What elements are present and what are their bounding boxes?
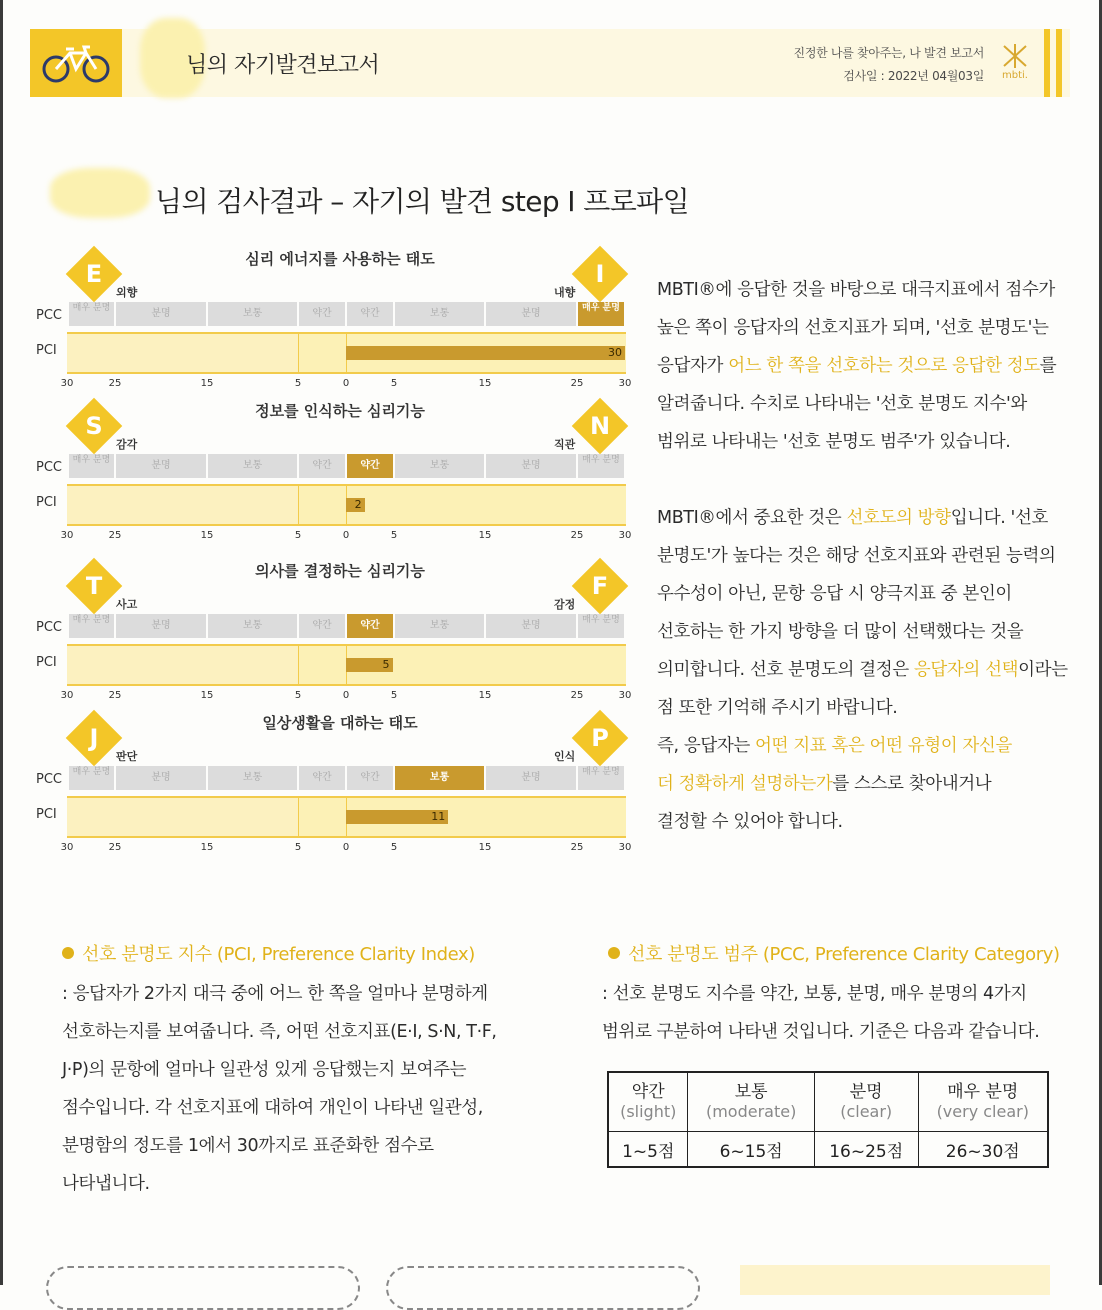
axis-tick-label: 5	[390, 842, 398, 853]
header-stripe-2	[1056, 29, 1062, 97]
section-title: 님의 검사결과 – 자기의 발견 step Ⅰ 프로파일	[155, 185, 690, 218]
pcc-category-cell: 매우 분명	[69, 614, 114, 638]
axis-tick-label: 30	[60, 378, 74, 389]
pcc-category-cell: 매우 분명	[578, 454, 624, 478]
axis-tick-label: 30	[60, 690, 74, 701]
bottom-yellow-box	[740, 1265, 1050, 1295]
dichotomy-title: 정보를 인식하는 심리기능	[255, 402, 425, 420]
table-cell: 26~30점	[918, 1132, 1048, 1168]
pcc-row-label: PCC	[36, 772, 62, 787]
pci-score-bar: 30	[346, 346, 625, 360]
axis-tick-label: 15	[478, 842, 492, 853]
pcc-category-cell: 분명	[486, 766, 576, 790]
explanation-line: 알려줍니다. 수치로 나타내는 '선호 분명도 지수'와	[657, 394, 1027, 414]
bicycle-icon	[40, 43, 112, 83]
pcc-category-cell: 매우 분명	[578, 302, 624, 326]
explanation-line: 더 정확하게 설명하는가를 스스로 찾아내거나	[657, 774, 992, 794]
axis-tick-label: 5	[294, 690, 302, 701]
pcc-row-label: PCC	[36, 460, 62, 475]
table-cell: 분명 (clear)	[814, 1072, 918, 1132]
axis-tick-label: 15	[478, 530, 492, 541]
bottom-dashed-box	[46, 1266, 360, 1310]
axis-tick-label: 30	[618, 842, 632, 853]
pci-score-bar: 5	[346, 658, 393, 672]
pcc-category-cell: 보통	[395, 454, 484, 478]
pcc-category-cell: 분명	[486, 302, 576, 326]
axis-tick-label: 25	[570, 690, 584, 701]
bottom-dashed-box	[386, 1266, 700, 1310]
pcc-category-cell: 약간	[347, 302, 393, 326]
pcc-category-cell: 보통	[208, 614, 297, 638]
pcc-category-cell: 매우 분명	[69, 302, 114, 326]
explanation-line: MBTI®에서 중요한 것은 선호도의 방향입니다. '선호	[657, 508, 1048, 528]
axis-tick-label: 15	[478, 378, 492, 389]
axis-tick-label: 5	[390, 378, 398, 389]
left-pole-label: 외향	[116, 286, 138, 299]
explanation-line: 의미합니다. 선호 분명도의 결정은 응답자의 선택이라는	[657, 660, 1068, 680]
axis-tick-label: 30	[618, 690, 632, 701]
mbti-brand-text: mbti.	[1002, 70, 1028, 81]
axis-tick-label: 0	[342, 842, 350, 853]
explanation-line: 점 또한 기억해 주시기 바랍니다.	[657, 698, 898, 718]
axis-tick-label: 25	[570, 378, 584, 389]
dichotomy-block	[30, 552, 642, 702]
bullet-dot-icon	[608, 947, 620, 959]
pci-heading: 선호 분명도 지수 (PCI, Preference Clarity Index)	[62, 940, 475, 966]
left-pole-label: 감각	[116, 438, 138, 451]
right-pole-letter: I	[595, 260, 605, 288]
mbti-brand-mark	[1000, 44, 1030, 86]
axis-tick-label: 30	[60, 842, 74, 853]
axis-tick-label: 15	[200, 690, 214, 701]
dichotomy-block	[30, 240, 642, 390]
dichotomy-title: 일상생활을 대하는 태도	[262, 714, 418, 732]
table-cell: 16~25점	[814, 1132, 918, 1168]
axis-tick-label: 25	[108, 378, 122, 389]
pci-row-label: PCI	[36, 807, 57, 822]
highlight-text: 선호도의 방향	[846, 508, 951, 528]
pci-text-line: 점수입니다. 각 선호지표에 대하여 개인이 나타낸 일관성,	[62, 1098, 483, 1118]
pci-segment	[67, 334, 347, 372]
pcc-category-cell: 매우 분명	[578, 766, 624, 790]
table-cell: 1~5점	[608, 1132, 688, 1168]
pcc-heading: 선호 분명도 범주 (PCC, Preference Clarity Category)	[608, 940, 1060, 966]
dichotomy-title: 심리 에너지를 사용하는 태도	[245, 250, 435, 268]
dichotomy-title: 의사를 결정하는 심리기능	[255, 562, 425, 580]
left-frame-border	[0, 0, 3, 1285]
axis-tick-label: 30	[618, 530, 632, 541]
pci-row-label: PCI	[36, 655, 57, 670]
report-tagline: 진정한 나를 찾아주는, 나 발견 보고서	[793, 46, 984, 60]
pcc-category-cell: 분명	[116, 454, 206, 478]
pcc-category-cell: 분명	[486, 614, 576, 638]
explanation-line: 우수성이 아닌, 문항 응답 시 양극지표 중 본인이	[657, 584, 1012, 604]
pcc-category-cell: 보통	[208, 454, 297, 478]
pci-text-line: 나타냅니다.	[62, 1174, 150, 1194]
dichotomy-block	[30, 392, 642, 542]
right-pole-label: 직관	[554, 438, 576, 451]
explanation-line: 응답자가 어느 한 쪽을 선호하는 것으로 응답한 정도를	[657, 356, 1057, 376]
left-pole-letter: J	[89, 724, 99, 752]
redacted-name-title	[50, 168, 150, 218]
axis-tick-label: 5	[294, 842, 302, 853]
axis-tick-label: 25	[108, 842, 122, 853]
right-pole-letter: N	[589, 412, 611, 440]
pcc-category-cell: 약간	[299, 614, 345, 638]
explanation-line: 높은 쪽이 응답자의 선호지표가 되며, '선호 분명도'는	[657, 318, 1049, 338]
axis-tick-label: 30	[618, 378, 632, 389]
report-title: 님의 자기발견보고서	[186, 53, 380, 78]
bicycle-logo	[30, 29, 122, 97]
axis-tick-label: 5	[390, 690, 398, 701]
table-cell: 약간 (slight)	[608, 1072, 688, 1132]
axis-tick-label: 25	[108, 530, 122, 541]
right-pole-letter: F	[591, 572, 609, 600]
pcc-category-cell: 매우 분명	[578, 614, 624, 638]
pcc-category-cell: 보통	[208, 766, 297, 790]
axis-tick-label: 5	[294, 378, 302, 389]
pcc-category-cell: 분명	[116, 614, 206, 638]
explanation-line: 선호하는 한 가지 방향을 더 많이 선택했다는 것을	[657, 622, 1024, 642]
axis-tick-label: 15	[478, 690, 492, 701]
explanation-line: MBTI®에 응답한 것을 바탕으로 대극지표에서 점수가	[657, 280, 1055, 300]
axis-tick-label: 0	[342, 690, 350, 701]
left-pole-letter: T	[85, 572, 103, 600]
pcc-category-cell: 약간	[299, 454, 345, 478]
pcc-text-line: : 선호 분명도 지수를 약간, 보통, 분명, 매우 분명의 4가지	[602, 984, 1027, 1004]
axis-tick-label: 5	[390, 530, 398, 541]
pcc-category-cell: 매우 분명	[69, 766, 114, 790]
explanation-line: 결정할 수 있어야 합니다.	[657, 812, 843, 832]
pcc-category-cell: 보통	[395, 302, 484, 326]
right-pole-letter: P	[591, 724, 609, 752]
axis-tick-label: 25	[570, 530, 584, 541]
pci-segment	[67, 798, 347, 836]
pcc-row-label: PCC	[36, 308, 62, 323]
pci-text-line: 선호하는지를 보여줍니다. 즉, 어떤 선호지표(E·I, S·N, T·F,	[62, 1022, 497, 1042]
pcc-category-cell: 약간	[299, 302, 345, 326]
table-cell: 매우 분명 (very clear)	[918, 1072, 1048, 1132]
left-pole-letter: S	[85, 412, 103, 440]
axis-tick-label: 15	[200, 842, 214, 853]
right-pole-label: 인식	[554, 750, 576, 763]
pcc-category-cell: 분명	[116, 766, 206, 790]
table-row	[608, 1132, 1048, 1168]
axis-tick-label: 5	[294, 530, 302, 541]
pcc-category-cell: 약간	[347, 454, 393, 478]
header-stripe-1	[1044, 29, 1050, 97]
right-pole-label: 내향	[554, 286, 576, 299]
pcc-category-cell: 약간	[347, 614, 393, 638]
pci-text-line: J·P)의 문항에 얼마나 일관성 있게 응답했는지 보여주는	[62, 1060, 467, 1080]
pci-score-bar: 11	[346, 810, 448, 824]
axis-tick-label: 15	[200, 530, 214, 541]
bullet-dot-icon	[62, 947, 74, 959]
table-cell: 보통 (moderate)	[688, 1072, 814, 1132]
axis-tick-label: 0	[342, 378, 350, 389]
axis-tick-label: 0	[342, 530, 350, 541]
pcc-category-cell: 약간	[299, 766, 345, 790]
axis-tick-label: 25	[108, 690, 122, 701]
pcc-category-cell: 보통	[395, 766, 484, 790]
highlight-text: 더 정확하게 설명하는가	[657, 774, 833, 794]
axis-tick-label: 30	[60, 530, 74, 541]
pcc-category-cell: 보통	[208, 302, 297, 326]
highlight-text: 어떤 지표 혹은 어떤 유형이 자신을	[755, 736, 1012, 756]
right-pole-label: 감정	[554, 598, 576, 611]
left-pole-letter: E	[85, 260, 103, 288]
highlight-text: 응답자의 선택	[913, 660, 1019, 680]
highlight-text: 어느 한 쪽을 선호하는 것으로 응답한 정도	[728, 356, 1040, 376]
left-pole-label: 사고	[116, 598, 138, 611]
pcc-category-cell: 매우 분명	[69, 454, 114, 478]
pci-row-label: PCI	[36, 343, 57, 358]
pcc-row-label: PCC	[36, 620, 62, 635]
pcc-category-cell: 분명	[486, 454, 576, 478]
axis-tick-label: 25	[570, 842, 584, 853]
explanation-line: 즉, 응답자는 어떤 지표 혹은 어떤 유형이 자신을	[657, 736, 1012, 756]
test-date: 검사일 : 2022년 04월03일	[843, 69, 984, 83]
axis-tick-label: 15	[200, 378, 214, 389]
pcc-text-line: 범위로 구분하여 나타낸 것입니다. 기준은 다음과 같습니다.	[602, 1022, 1040, 1042]
pcc-category-cell: 보통	[395, 614, 484, 638]
pci-text-line: : 응답자가 2가지 대극 중에 어느 한 쪽을 얼마나 분명하게	[62, 984, 488, 1004]
pcc-range-table	[607, 1071, 1049, 1168]
table-cell: 6~15점	[688, 1132, 814, 1168]
pci-segment	[67, 486, 347, 524]
dichotomy-block	[30, 704, 642, 854]
pcc-category-cell: 약간	[347, 766, 393, 790]
explanation-line: 분명도'가 높다는 것은 해당 선호지표와 관련된 능력의	[657, 546, 1056, 566]
pci-text-line: 분명함의 정도를 1에서 30까지로 표준화한 점수로	[62, 1136, 434, 1156]
pcc-category-cell: 분명	[116, 302, 206, 326]
explanation-line: 범위로 나타내는 '선호 분명도 범주'가 있습니다.	[657, 432, 1011, 452]
left-pole-label: 판단	[116, 750, 138, 763]
table-header-row	[608, 1072, 1048, 1132]
pci-row-label: PCI	[36, 495, 57, 510]
mbti-logo-icon	[1000, 44, 1030, 70]
pci-score-bar: 2	[346, 498, 365, 512]
pci-segment	[67, 646, 347, 684]
